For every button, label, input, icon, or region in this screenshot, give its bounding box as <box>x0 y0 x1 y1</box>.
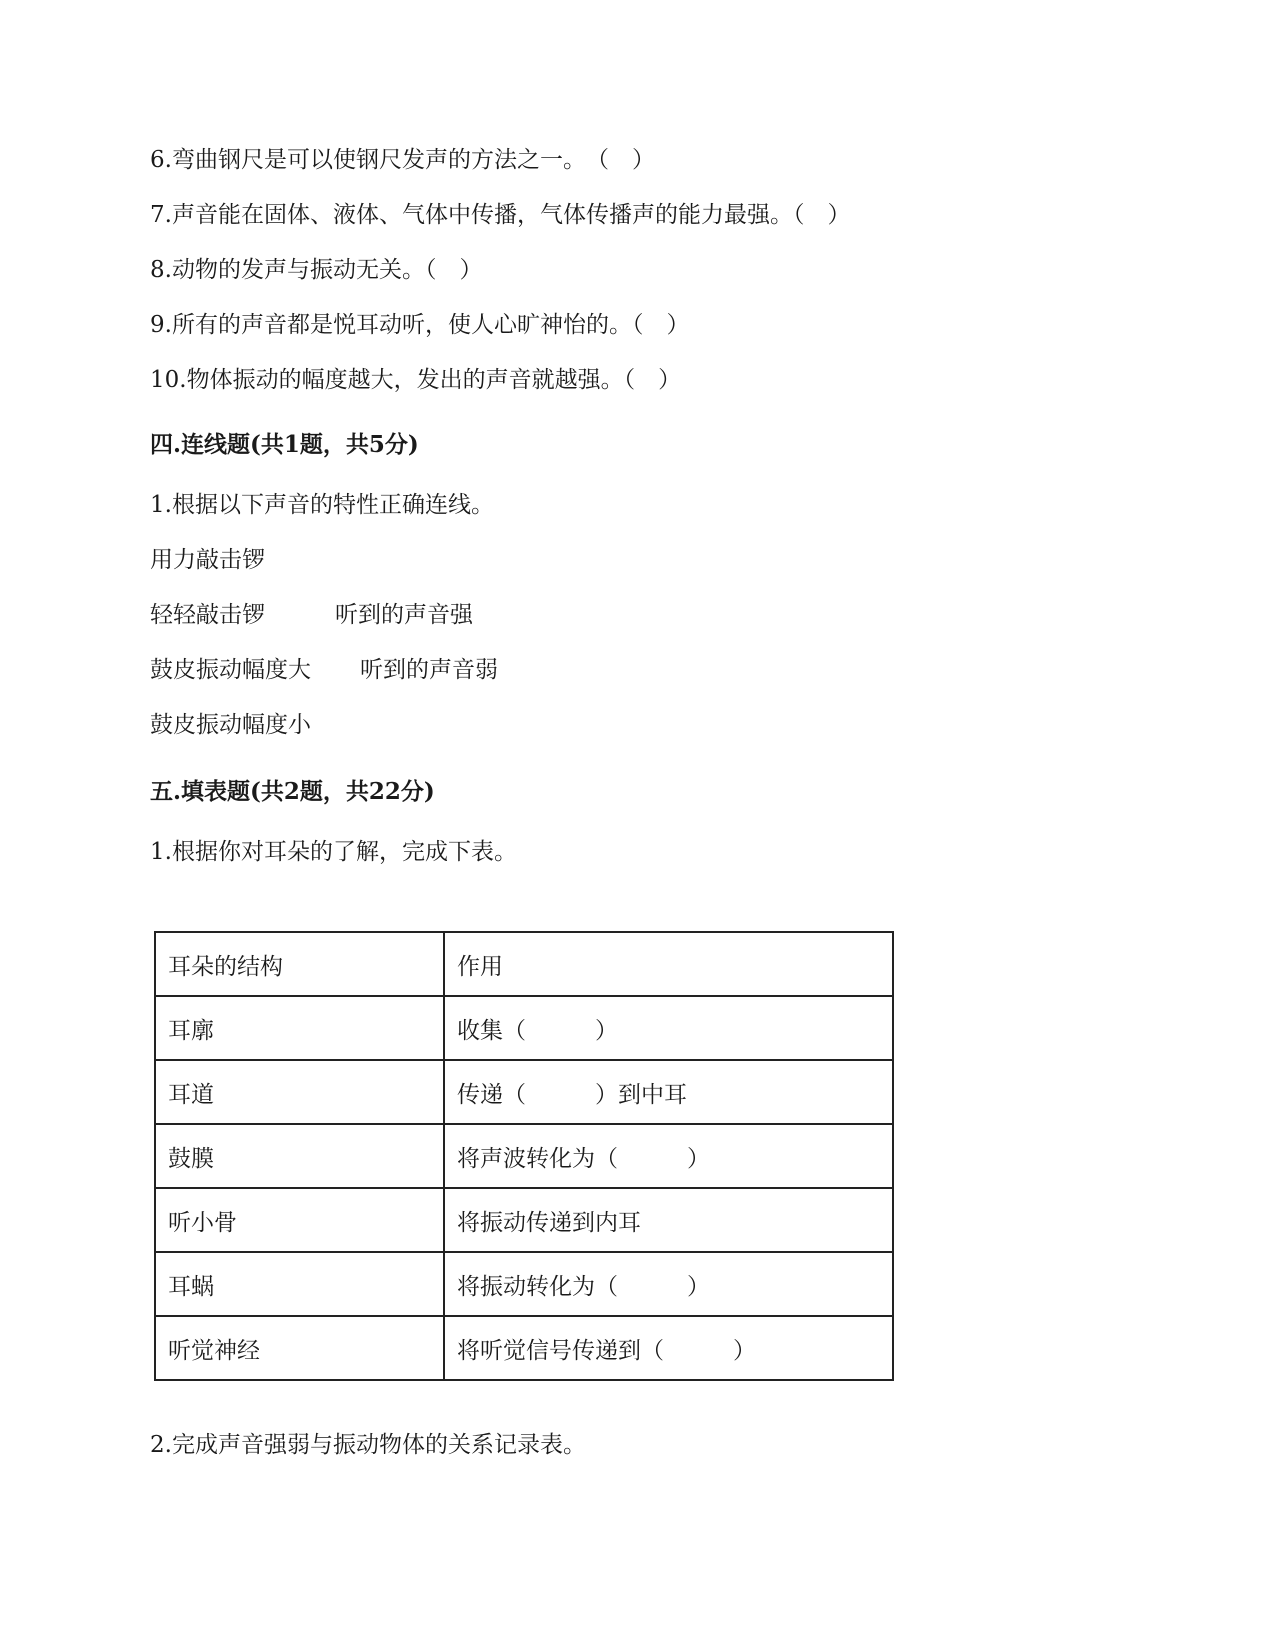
matching-left-item: 鼓皮振动幅度大 <box>150 657 311 683</box>
matching-right-item: 听到的声音强 <box>335 602 473 628</box>
matching-left-item: 鼓皮振动幅度小 <box>150 712 311 738</box>
table-header-row <box>155 932 893 996</box>
table-row <box>155 1316 893 1380</box>
table-cell: 耳廓 <box>155 996 444 1060</box>
table-cell: 将振动转化为（ ） <box>444 1252 893 1316</box>
matching-question: 1.根据以下声音的特性正确连线。 <box>150 492 494 518</box>
table-cell: 收集（ ） <box>444 996 893 1060</box>
table-row <box>155 1060 893 1124</box>
question-7: 7.声音能在固体、液体、气体中传播，气体传播声的能力最强。（ ） <box>150 202 851 228</box>
table-header-cell: 耳朵的结构 <box>155 932 444 996</box>
matching-left-item: 用力敲击锣 <box>150 547 265 573</box>
table-header-cell: 作用 <box>444 932 893 996</box>
table-cell: 将听觉信号传递到（ ） <box>444 1316 893 1380</box>
ear-structure-table <box>154 931 894 1381</box>
matching-right-item: 听到的声音弱 <box>360 657 498 683</box>
table-row <box>155 1124 893 1188</box>
question-10: 10.物体振动的幅度越大，发出的声音就越强。（ ） <box>150 367 682 393</box>
table-cell: 将声波转化为（ ） <box>444 1124 893 1188</box>
table-cell: 听小骨 <box>155 1188 444 1252</box>
table-row <box>155 1188 893 1252</box>
question-6: 6.弯曲钢尺是可以使钢尺发声的方法之一。 （ ） <box>150 147 655 173</box>
section-heading-matching: 四.连线题(共1题，共5分) <box>150 431 419 458</box>
table-cell: 耳道 <box>155 1060 444 1124</box>
table-question-1: 1.根据你对耳朵的了解，完成下表。 <box>150 839 517 865</box>
matching-left-item: 轻轻敲击锣 <box>150 602 265 628</box>
table-row <box>155 1252 893 1316</box>
table-question-2: 2.完成声音强弱与振动物体的关系记录表。 <box>150 1432 586 1458</box>
table-cell: 鼓膜 <box>155 1124 444 1188</box>
question-8: 8.动物的发声与振动无关。（ ） <box>150 257 483 283</box>
table-cell: 将振动传递到内耳 <box>444 1188 893 1252</box>
table-row <box>155 996 893 1060</box>
table-cell: 听觉神经 <box>155 1316 444 1380</box>
table-cell: 传递（ ）到中耳 <box>444 1060 893 1124</box>
section-heading-table: 五.填表题(共2题，共22分) <box>150 778 435 805</box>
table-cell: 耳蜗 <box>155 1252 444 1316</box>
question-9: 9.所有的声音都是悦耳动听，使人心旷神怡的。（ ） <box>150 312 690 338</box>
